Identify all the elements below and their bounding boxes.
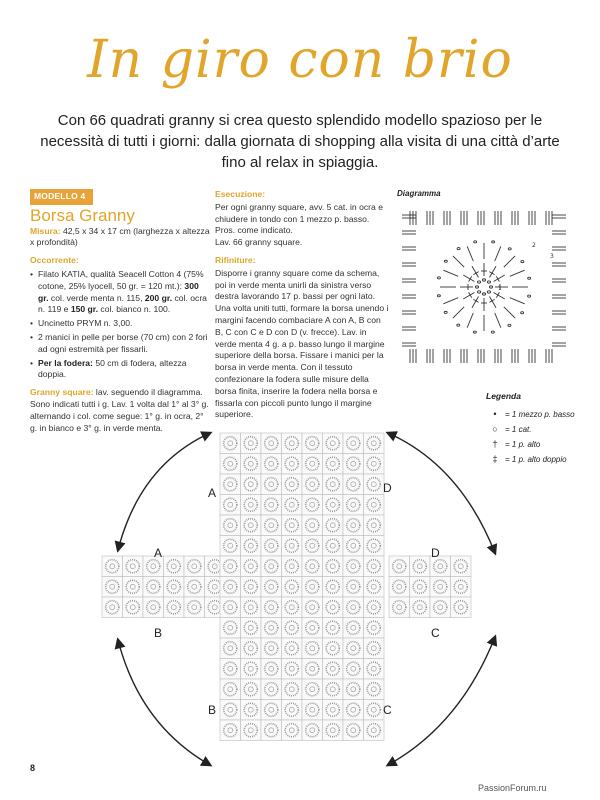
- misura-label: Misura:: [30, 225, 61, 236]
- label-d-top: D: [383, 481, 392, 495]
- item-bold: 300 gr.: [38, 280, 199, 303]
- label-c-bottom: C: [383, 703, 392, 717]
- item-bold: 150 gr.: [70, 304, 99, 315]
- label-b-bottom: B: [208, 703, 217, 717]
- misura-text: 42,5 x 34 x 17 cm (larghezza x altezza x profondità): [30, 225, 210, 248]
- legend-title: Legenda: [486, 391, 521, 401]
- watermark: PassionForum.ru: [478, 783, 547, 793]
- page-title: In giro con brio: [87, 30, 513, 90]
- occorrente-list: [30, 269, 210, 381]
- double-cross-icon: ‡: [492, 454, 498, 464]
- esecuzione-text-2: Lav. 66 granny square.: [215, 237, 303, 248]
- list-item: [30, 358, 210, 382]
- item-text: 50 cm di fodera, altezza doppia.: [38, 357, 187, 380]
- arrow-top-right: [388, 433, 495, 553]
- assembly-chart: [100, 425, 530, 775]
- intro-text: Con 66 quadrati granny si crea questo splendido modello spazioso per le necessità di tutti i giorni: dalla giornata di shopping alla visita di una città d’arte fino al relax in spiaggia.: [40, 112, 560, 171]
- model-badge: MODELLO 4: [30, 189, 93, 205]
- diagram-label: Diagramma: [397, 189, 441, 198]
- label-c-right: C: [431, 626, 440, 640]
- item-bold: Per la fodera:: [38, 357, 93, 368]
- legend-text: = 1 cat.: [505, 425, 532, 434]
- label-a-top: A: [208, 486, 217, 500]
- item-bold: 200 gr.: [144, 292, 173, 303]
- dot-icon: •: [493, 409, 497, 419]
- item-text: col. ocra n. 119 e: [38, 292, 207, 315]
- rifiniture-text: Disporre i granny square come da schema, poi in verde menta unirli da sinistra verso destra lavorando 17 p. bassi per ogni lato. Una volta uniti tutti, formare la borsa unendo i margini facendo combaciare A con A, B con B, C con C e D con D (v. frecce). Lav. in verde menta 4 g. a p. basso lungo il margine superiore della borsa. Fissare i manici per la borsa in verde menta. Con il tessuto confezionare la fodera sulle misure della borsa finita, inserire la fodera nella borsa e fissarla con piccoli punto lungo il margine superiore.: [215, 267, 389, 420]
- item-text: Uncinetto PRYM n. 3,00.: [38, 318, 133, 329]
- page-number: 8: [30, 763, 36, 773]
- item-text: Filato KATIA, qualità Seacell Cotton 4 (75% cotone, 25% lyocell, 50 gr. = 120 mt.):: [38, 268, 204, 291]
- legend-text: = 1 mezzo p. basso: [505, 410, 575, 419]
- diagram-number-1: 1: [498, 285, 502, 292]
- diagram-number-3: 3: [550, 253, 554, 260]
- model-title: Borsa Granny: [30, 205, 135, 225]
- misura-paragraph: [30, 226, 210, 250]
- cross-icon: †: [492, 439, 498, 449]
- legend-text: = 1 p. alto: [505, 440, 541, 449]
- item-text: col. bianco n. 100.: [98, 304, 171, 315]
- granny-text: lav. seguendo il diagramma. Sono indicati tutti i g. Lav. 1 volta dal 1° al 3° g. alternando i col. come segue: 1° g. in ocra, 2° g. in bianco e 3° g. in verde menta.: [30, 387, 209, 433]
- list-item: [30, 332, 210, 356]
- arrow-bottom-right: [388, 637, 495, 765]
- legend-row: [485, 407, 575, 422]
- esecuzione-label: Esecuzione:: [215, 189, 266, 199]
- label-b-left: B: [154, 626, 163, 640]
- list-item: [30, 318, 210, 330]
- column-middle: [215, 189, 390, 427]
- legend-text: = 1 p. alto doppio: [505, 455, 567, 464]
- esecuzione-text: Per ogni granny square, avv. 5 cat. in ocra e chiudere in tondo con 1 mezzo p. basso. Pros. come indicato.: [215, 201, 383, 236]
- label-d-right: D: [431, 546, 440, 560]
- label-a-left: A: [154, 546, 163, 560]
- granny-diagram: [398, 205, 570, 370]
- column-left: [30, 189, 210, 440]
- occorrente-label: Occorrente:: [30, 255, 79, 266]
- item-text: col. verde menta n. 115,: [48, 292, 145, 303]
- item-text: 2 manici in pelle per borse (70 cm) con 2 fori ad ogni estremità per fissarli.: [38, 331, 208, 354]
- granny-label: Granny square:: [30, 387, 94, 398]
- diagram-number-2: 2: [532, 242, 536, 249]
- arrow-top-left: [118, 433, 210, 550]
- list-item: [30, 269, 210, 316]
- arrow-bottom-left: [118, 640, 210, 765]
- oval-icon: ○: [492, 424, 498, 434]
- rifiniture-label: Rifiniture:: [215, 254, 256, 265]
